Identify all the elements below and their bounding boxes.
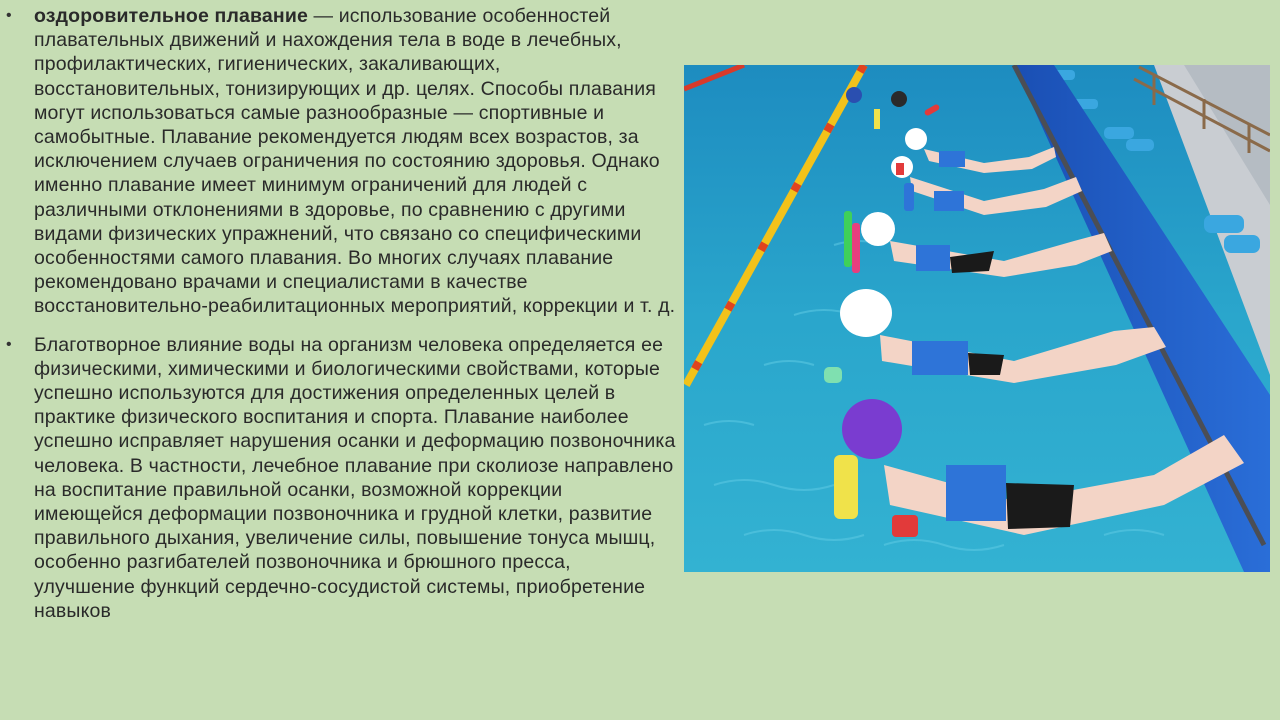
bullet-icon: • [6,335,12,353]
bullet-item-health-swimming [6,4,676,319]
swimming-pool-photo [684,65,1270,572]
text-column [6,4,676,637]
paragraph-text: Благотворное влияние воды на организм человека определяется ее физическими, химическими и биологическими свойствами, которые успешно используются для достижения определенных целей в практике физического воспитания и спорта. Плавание наиболее успешно исправляет нарушения осанки и деформацию позвоночника человека. В частности, лечебное плавание при сколиозе направлено на воспитание правильной осанки, возможной коррекции имеющейся деформации позвоночника и грудной клетки, развитие правильного дыхания, увеличение силы, повышение тонуса мышц, особенно разгибателей позвоночника и брюшного пресса, улучшение функций сердечно-сосудистой системы, приобретение навыков [34,333,676,622]
bullet-paragraph [34,4,676,319]
bullet-paragraph [34,333,676,623]
bullet-icon: • [6,7,12,24]
paragraph-text: — использование особенностей плавательных движений и нахождения тела в воде в лечебных, профилактических, гигиенических, закаливающих, восстановительных, тонизирующих и др. целях. Способы плавания могут использоваться самые разнообразные — спортивные и самобытные. Плавание рекомендуется людям всех возрастов, за исключением случаев ограничения по состоянию здоровья. Однако именно плавание имеет минимум ограничений для людей с различными отклонениями в здоровье, по сравнению с другими видами физических упражнений, что связано со специфическими особенностями самого плавания. Во многих случаях плавание рекомендовано врачами и специалистами в качестве восстановительно-реабилитационных мероприятий, коррекции и т. д. [34,5,676,318]
term-bold: оздоровительное плавание [34,5,308,27]
bullet-item-water-influence [6,333,676,623]
pool-illustration [684,65,1270,572]
